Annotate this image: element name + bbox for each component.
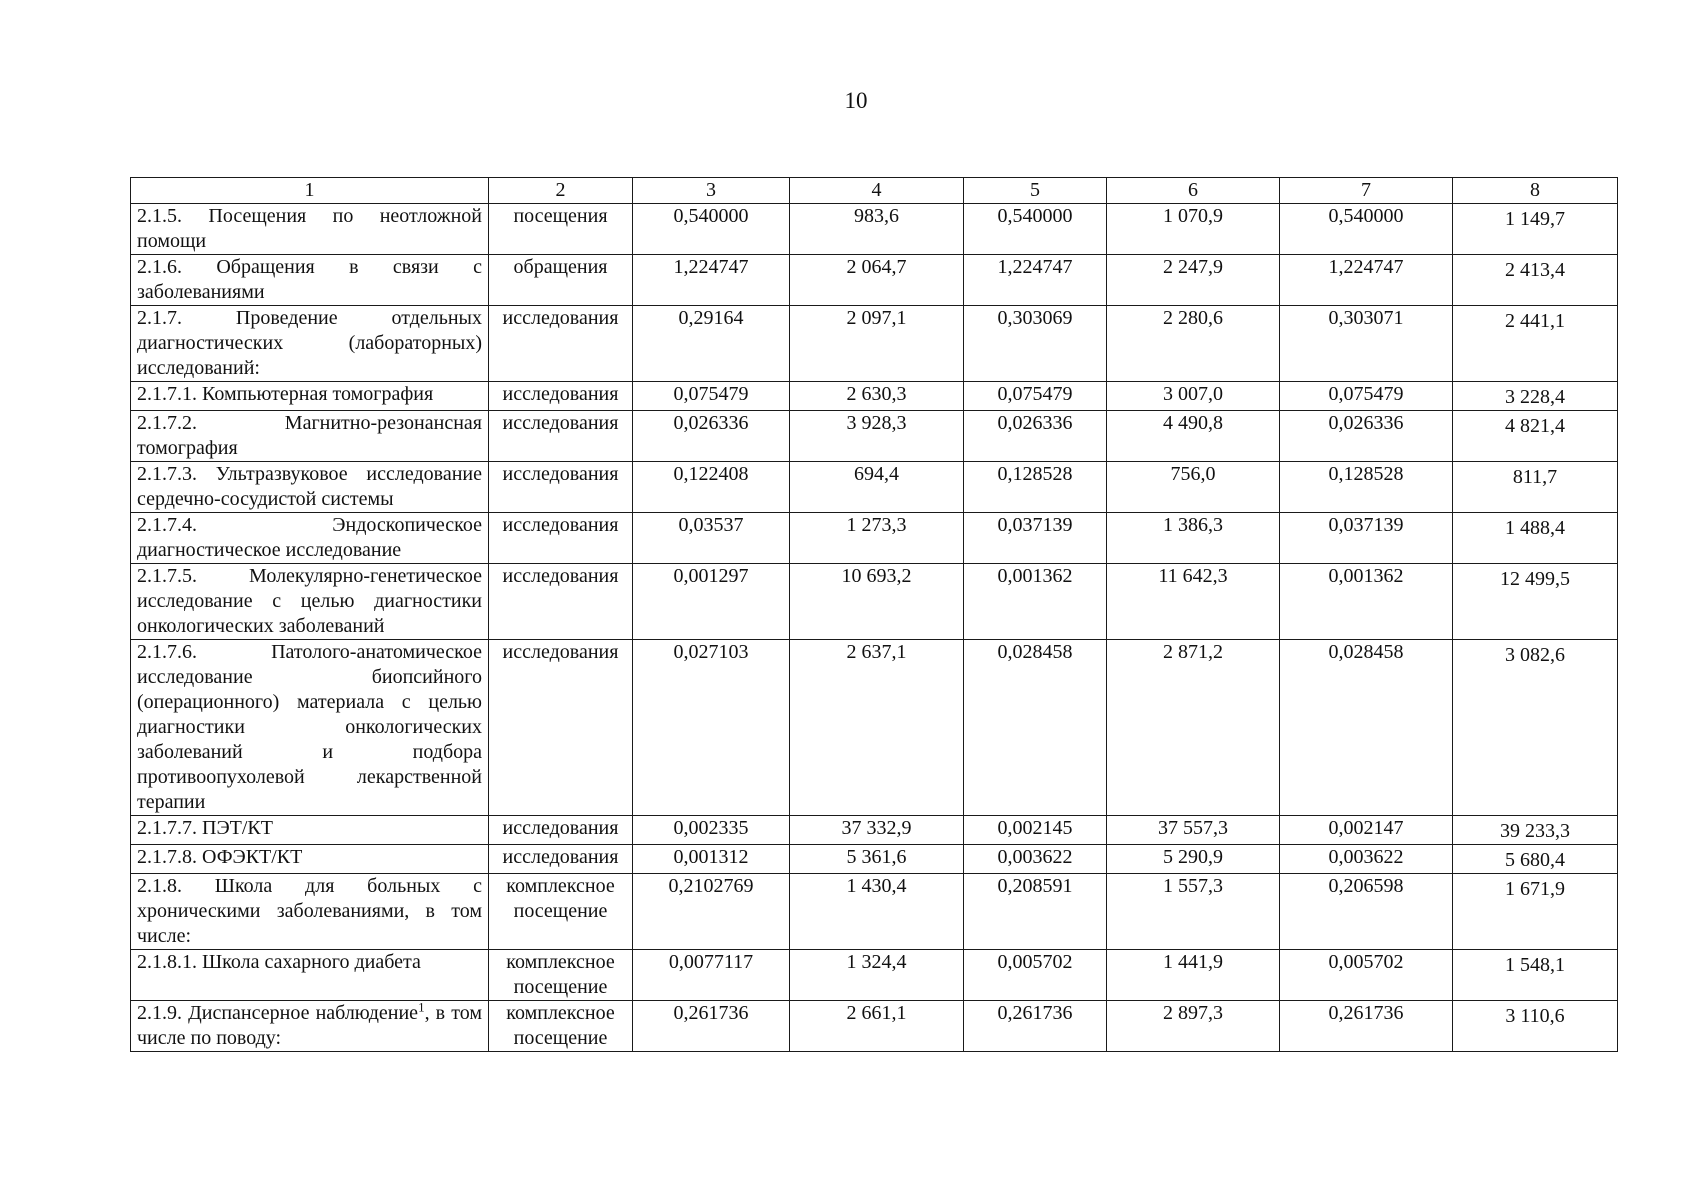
row-value-cell: 0,540000	[964, 204, 1107, 255]
row-unit-cell: исследования	[489, 462, 633, 513]
row-value-cell: 0,540000	[1280, 204, 1453, 255]
table-row	[131, 513, 1618, 564]
row-value-cell: 0,026336	[633, 411, 790, 462]
table-row	[131, 411, 1618, 462]
table-row	[131, 1001, 1618, 1052]
table-row	[131, 640, 1618, 816]
row-value-cell: 694,4	[790, 462, 964, 513]
table-row	[131, 462, 1618, 513]
row-value-cell: 5 361,6	[790, 845, 964, 874]
row-value-cell: 3 007,0	[1107, 382, 1280, 411]
row-value-cell: 0,128528	[964, 462, 1107, 513]
row-value-cell: 1,224747	[633, 255, 790, 306]
row-value-cell: 0,075479	[1280, 382, 1453, 411]
row-value-cell: 0,005702	[964, 950, 1107, 1001]
data-table	[130, 177, 1618, 1052]
table-row	[131, 382, 1618, 411]
row-value-cell: 0,2102769	[633, 874, 790, 950]
row-unit-cell: исследования	[489, 845, 633, 874]
row-value-cell: 0,037139	[964, 513, 1107, 564]
row-value-cell: 4 490,8	[1107, 411, 1280, 462]
row-value-cell: 2 097,1	[790, 306, 964, 382]
table-row	[131, 255, 1618, 306]
row-value-cell: 2 871,2	[1107, 640, 1280, 816]
row-value-cell: 1 273,3	[790, 513, 964, 564]
row-value-cell: 0,003622	[1280, 845, 1453, 874]
row-value-cell: 2 661,1	[790, 1001, 964, 1052]
row-value-cell: 1 070,9	[1107, 204, 1280, 255]
row-value-cell: 2 637,1	[790, 640, 964, 816]
table-row	[131, 564, 1618, 640]
table-row	[131, 816, 1618, 845]
row-value-cell: 1 441,9	[1107, 950, 1280, 1001]
row-value-cell: 0,002335	[633, 816, 790, 845]
row-value-cell: 0,075479	[633, 382, 790, 411]
row-value-cell: 0,027103	[633, 640, 790, 816]
row-unit-cell: исследования	[489, 411, 633, 462]
table-row	[131, 950, 1618, 1001]
row-value-cell: 756,0	[1107, 462, 1280, 513]
row-name-cell: 2.1.7.4. Эндоскопическое диагностическое исследование	[131, 513, 489, 564]
row-value-cell: 0,261736	[633, 1001, 790, 1052]
header-cell: 1	[131, 178, 489, 204]
header-cell: 6	[1107, 178, 1280, 204]
row-name-cell: 2.1.5. Посещения по неотложной помощи	[131, 204, 489, 255]
row-value-cell: 2 630,3	[790, 382, 964, 411]
row-name-cell: 2.1.7.6. Патолого-анатомическое исследование биопсийного (операционного) материала с целью диагностики онкологических заболеваний и подбора противоопухолевой лекарственной терапии	[131, 640, 489, 816]
table-row	[131, 874, 1618, 950]
table-row	[131, 306, 1618, 382]
row-value-cell: 0,003622	[964, 845, 1107, 874]
header-cell: 7	[1280, 178, 1453, 204]
row-unit-cell: исследования	[489, 564, 633, 640]
row-unit-cell: исследования	[489, 816, 633, 845]
row-unit-cell: комплексное посещение	[489, 1001, 633, 1052]
row-value-cell: 1 671,9	[1453, 874, 1618, 950]
row-value-cell: 0,001297	[633, 564, 790, 640]
row-name-cell: 2.1.7.7. ПЭТ/КТ	[131, 816, 489, 845]
row-value-cell: 5 680,4	[1453, 845, 1618, 874]
row-value-cell: 37 557,3	[1107, 816, 1280, 845]
row-name-cell: 2.1.7.2. Магнитно-резонансная томография	[131, 411, 489, 462]
header-cell: 5	[964, 178, 1107, 204]
row-name-text: 2.1.9. Диспансерное наблюдение	[137, 1002, 419, 1024]
row-value-cell: 4 821,4	[1453, 411, 1618, 462]
row-value-cell: 0,028458	[1280, 640, 1453, 816]
row-value-cell: 0,303069	[964, 306, 1107, 382]
row-value-cell: 3 228,4	[1453, 382, 1618, 411]
row-name-cell: 2.1.8. Школа для больных с хроническими заболеваниями, в том числе:	[131, 874, 489, 950]
row-unit-cell: исследования	[489, 513, 633, 564]
row-value-cell: 0,261736	[1280, 1001, 1453, 1052]
row-value-cell: 1 324,4	[790, 950, 964, 1001]
row-unit-cell: исследования	[489, 640, 633, 816]
row-name-cell: 2.1.7. Проведение отдельных диагностических (лабораторных) исследований:	[131, 306, 489, 382]
row-value-cell: 2 280,6	[1107, 306, 1280, 382]
row-value-cell: 3 928,3	[790, 411, 964, 462]
row-value-cell: 1 548,1	[1453, 950, 1618, 1001]
header-cell: 2	[489, 178, 633, 204]
header-row	[131, 178, 1618, 204]
row-value-cell: 0,03537	[633, 513, 790, 564]
row-unit-cell: исследования	[489, 382, 633, 411]
row-value-cell: 0,001362	[1280, 564, 1453, 640]
row-unit-cell: посещения	[489, 204, 633, 255]
header-cell: 4	[790, 178, 964, 204]
row-value-cell: 1,224747	[964, 255, 1107, 306]
row-unit-cell: комплексное посещение	[489, 950, 633, 1001]
row-value-cell: 12 499,5	[1453, 564, 1618, 640]
row-value-cell: 0,002147	[1280, 816, 1453, 845]
row-name-cell: 2.1.7.3. Ультразвуковое исследование сердечно-сосудистой системы	[131, 462, 489, 513]
row-value-cell: 0,0077117	[633, 950, 790, 1001]
row-value-cell: 0,206598	[1280, 874, 1453, 950]
row-value-cell: 0,028458	[964, 640, 1107, 816]
row-value-cell: 0,261736	[964, 1001, 1107, 1052]
row-value-cell: 0,29164	[633, 306, 790, 382]
row-value-cell: 2 413,4	[1453, 255, 1618, 306]
row-unit-cell: обращения	[489, 255, 633, 306]
table-row	[131, 845, 1618, 874]
row-name-cell: 2.1.7.5. Молекулярно-генетическое исследование с целью диагностики онкологических заболеваний	[131, 564, 489, 640]
row-name-cell: 2.1.7.1. Компьютерная томография	[131, 382, 489, 411]
row-value-cell: 1 557,3	[1107, 874, 1280, 950]
row-name-cell	[131, 1001, 489, 1052]
row-value-cell: 11 642,3	[1107, 564, 1280, 640]
row-value-cell: 0,303071	[1280, 306, 1453, 382]
footnote-marker: 1	[418, 999, 425, 1015]
row-value-cell: 1 430,4	[790, 874, 964, 950]
row-value-cell: 5 290,9	[1107, 845, 1280, 874]
row-value-cell: 3 110,6	[1453, 1001, 1618, 1052]
row-value-cell: 2 247,9	[1107, 255, 1280, 306]
row-value-cell: 811,7	[1453, 462, 1618, 513]
data-table-container	[130, 177, 1617, 1052]
row-name-cell: 2.1.6. Обращения в связи с заболеваниями	[131, 255, 489, 306]
row-value-cell: 3 082,6	[1453, 640, 1618, 816]
row-value-cell: 0,037139	[1280, 513, 1453, 564]
header-cell: 3	[633, 178, 790, 204]
row-value-cell: 1 149,7	[1453, 204, 1618, 255]
row-name-cell: 2.1.8.1. Школа сахарного диабета	[131, 950, 489, 1001]
row-value-cell: 0,122408	[633, 462, 790, 513]
row-value-cell: 0,001312	[633, 845, 790, 874]
page-number: 10	[844, 88, 868, 113]
row-name-cell: 2.1.7.8. ОФЭКТ/КТ	[131, 845, 489, 874]
header-cell: 8	[1453, 178, 1618, 204]
row-value-cell: 0,128528	[1280, 462, 1453, 513]
row-value-cell: 1 488,4	[1453, 513, 1618, 564]
row-value-cell: 0,026336	[1280, 411, 1453, 462]
row-value-cell: 1 386,3	[1107, 513, 1280, 564]
table-row	[131, 204, 1618, 255]
row-value-cell: 37 332,9	[790, 816, 964, 845]
row-value-cell: 2 441,1	[1453, 306, 1618, 382]
row-value-cell: 1,224747	[1280, 255, 1453, 306]
row-value-cell: 39 233,3	[1453, 816, 1618, 845]
row-value-cell: 2 897,3	[1107, 1001, 1280, 1052]
row-value-cell: 0,002145	[964, 816, 1107, 845]
row-value-cell: 0,208591	[964, 874, 1107, 950]
row-value-cell: 0,075479	[964, 382, 1107, 411]
row-value-cell: 10 693,2	[790, 564, 964, 640]
row-value-cell: 2 064,7	[790, 255, 964, 306]
row-value-cell: 983,6	[790, 204, 964, 255]
row-unit-cell: исследования	[489, 306, 633, 382]
row-value-cell: 0,026336	[964, 411, 1107, 462]
row-name-tail: , в том числе по поводу:	[137, 1002, 482, 1049]
row-value-cell: 0,005702	[1280, 950, 1453, 1001]
row-value-cell: 0,001362	[964, 564, 1107, 640]
row-value-cell: 0,540000	[633, 204, 790, 255]
row-unit-cell: комплексное посещение	[489, 874, 633, 950]
